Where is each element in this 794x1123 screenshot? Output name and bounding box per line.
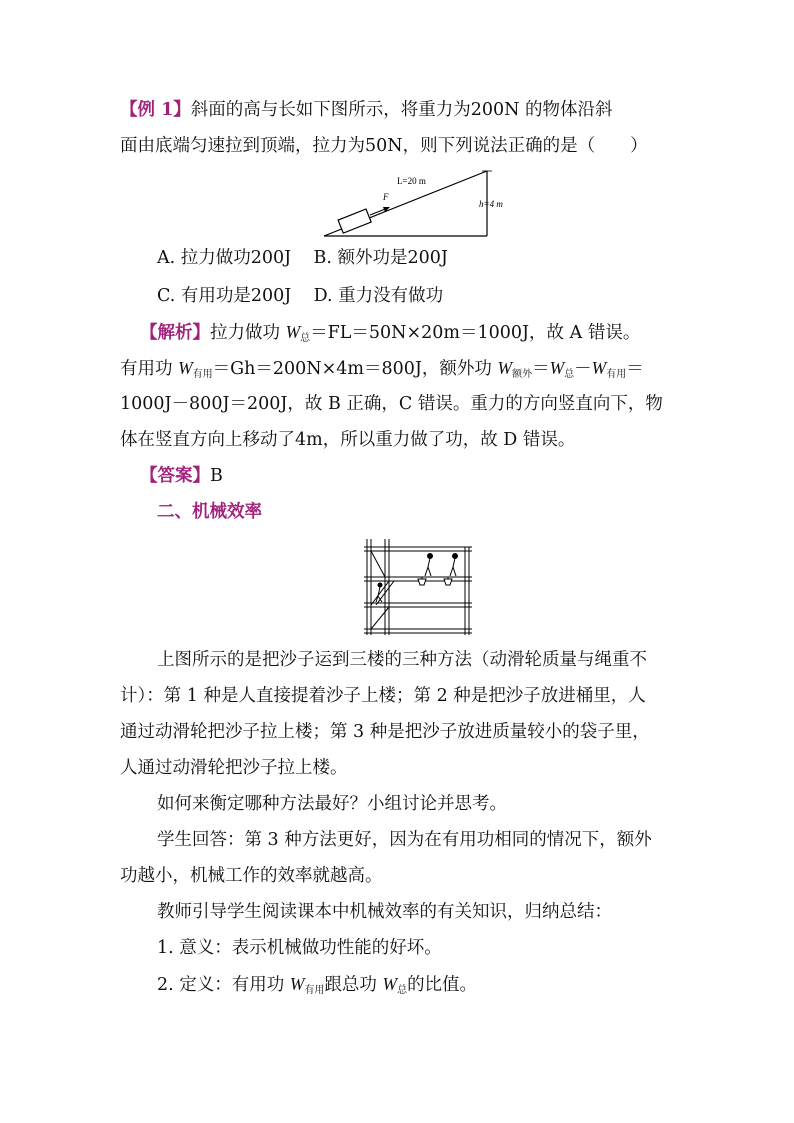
symbol-w: W bbox=[549, 358, 565, 378]
analysis-tag: 【解析】 bbox=[140, 323, 210, 343]
subscript-useful: 有用 bbox=[192, 369, 213, 380]
option-a: A. 拉力做功200J bbox=[157, 248, 292, 268]
example1-question-line1 bbox=[120, 98, 680, 122]
list-item-text: 的比值。 bbox=[407, 975, 478, 995]
body-p3-line2 bbox=[120, 864, 680, 888]
paragraph-text: 计）：第 1 种是人直接提着沙子上楼；第 2 种是把沙子放进桶里，人 bbox=[120, 686, 646, 706]
paragraph-text: 上图所示的是把沙子运到三楼的三种方法（动滑轮质量与绳重不 bbox=[157, 650, 647, 670]
subscript-useful: 有用 bbox=[606, 369, 627, 380]
paragraph-text: 通过动滑轮把沙子拉上楼；第 3 种是把沙子放进质量较小的袋子里， bbox=[120, 722, 650, 742]
symbol-w: W bbox=[289, 974, 305, 994]
symbol-w: W bbox=[497, 358, 513, 378]
answer-value: B bbox=[210, 466, 223, 486]
option-b: B. 额外功是200J bbox=[313, 248, 448, 268]
paragraph-text: 学生回答：第 3 种方法更好，因为在有用功相同的情况下，额外 bbox=[157, 830, 652, 850]
example1-text-line2: 面由底端匀速拉到顶端，拉力为50N，则下列说法正确的是（ ） bbox=[120, 136, 648, 156]
minus-sign: － bbox=[574, 359, 592, 379]
options-row2 bbox=[157, 284, 717, 308]
analysis-text: 体在竖直方向上移动了4m，所以重力做了功，故 D 错误。 bbox=[120, 430, 576, 450]
length-label: L=20 m bbox=[397, 176, 426, 186]
equals-sign: ＝ bbox=[532, 359, 550, 379]
list-item-1 bbox=[157, 936, 717, 960]
analysis-text: 有用功 bbox=[120, 359, 179, 379]
analysis-line4 bbox=[120, 428, 680, 452]
answer-line bbox=[140, 464, 700, 488]
symbol-w: W bbox=[591, 358, 607, 378]
list-item-2 bbox=[157, 972, 717, 1003]
analysis-text: ＝Gh＝200N×4m＝800J，额外功 bbox=[212, 359, 498, 379]
list-item-text: 2. 定义：有用功 bbox=[157, 975, 290, 995]
paragraph-text: 人通过动滑轮把沙子拉上楼。 bbox=[120, 758, 348, 778]
body-p1-line4 bbox=[120, 756, 680, 780]
option-d: D. 重力没有做功 bbox=[313, 286, 444, 306]
symbol-w: W bbox=[382, 974, 398, 994]
paragraph-text: 功越小，机械工作的效率就越高。 bbox=[120, 866, 383, 886]
example1-question-line2 bbox=[120, 134, 680, 158]
incline-block bbox=[338, 209, 371, 233]
example1-tag: 【例 1】 bbox=[120, 100, 191, 120]
answer-tag: 【答案】 bbox=[140, 466, 210, 486]
list-item-text: 1. 意义：表示机械做功性能的好坏。 bbox=[157, 938, 442, 958]
symbol-w: W bbox=[285, 322, 301, 342]
person-stairs-icon bbox=[376, 583, 382, 602]
analysis-line3 bbox=[120, 392, 680, 416]
subscript-total: 总 bbox=[397, 985, 408, 996]
analysis-text: 拉力做功 bbox=[210, 323, 286, 343]
incline-figure bbox=[320, 166, 520, 242]
analysis-text: ＝FL＝50N×20m＝1000J，故 A 错误。 bbox=[310, 323, 641, 343]
pulley-person-icon bbox=[422, 554, 458, 580]
height-label: h=4 m bbox=[479, 199, 503, 209]
symbol-w: W bbox=[178, 358, 193, 378]
equals-sign: ＝ bbox=[626, 359, 644, 379]
scaffold-figure bbox=[356, 539, 472, 635]
force-label: F bbox=[383, 192, 389, 202]
body-p1-line2 bbox=[120, 684, 680, 708]
paragraph-text: 教师引导学生阅读课本中机械效率的有关知识，归纳总结： bbox=[157, 902, 612, 922]
options-row1 bbox=[157, 246, 717, 270]
analysis-line1 bbox=[140, 320, 700, 351]
example1-text-line1: 斜面的高与长如下图所示，将重力为200N 的物体沿斜 bbox=[190, 100, 613, 120]
subscript-total: 总 bbox=[564, 369, 575, 380]
body-p3-line1 bbox=[157, 828, 717, 852]
subscript-useful: 有用 bbox=[304, 985, 325, 996]
body-p2 bbox=[157, 792, 717, 816]
analysis-text: 1000J－800J＝200J，故 B 正确，C 错误。重力的方向竖直向下，物 bbox=[120, 394, 663, 414]
subscript-total: 总 bbox=[300, 333, 311, 344]
subscript-extra: 额外 bbox=[512, 369, 533, 380]
sand-bucket-icon bbox=[418, 579, 452, 585]
list-item-text: 跟总功 bbox=[324, 975, 383, 995]
body-p4 bbox=[157, 900, 717, 924]
body-p1-line1 bbox=[157, 648, 717, 672]
paragraph-text: 如何来衡定哪种方法最好？小组讨论并思考。 bbox=[157, 794, 507, 814]
analysis-line2 bbox=[120, 356, 680, 387]
body-p1-line3 bbox=[120, 720, 680, 744]
option-c: C. 有用功是200J bbox=[157, 286, 292, 306]
section-heading: 二、机械效率 bbox=[157, 502, 262, 522]
